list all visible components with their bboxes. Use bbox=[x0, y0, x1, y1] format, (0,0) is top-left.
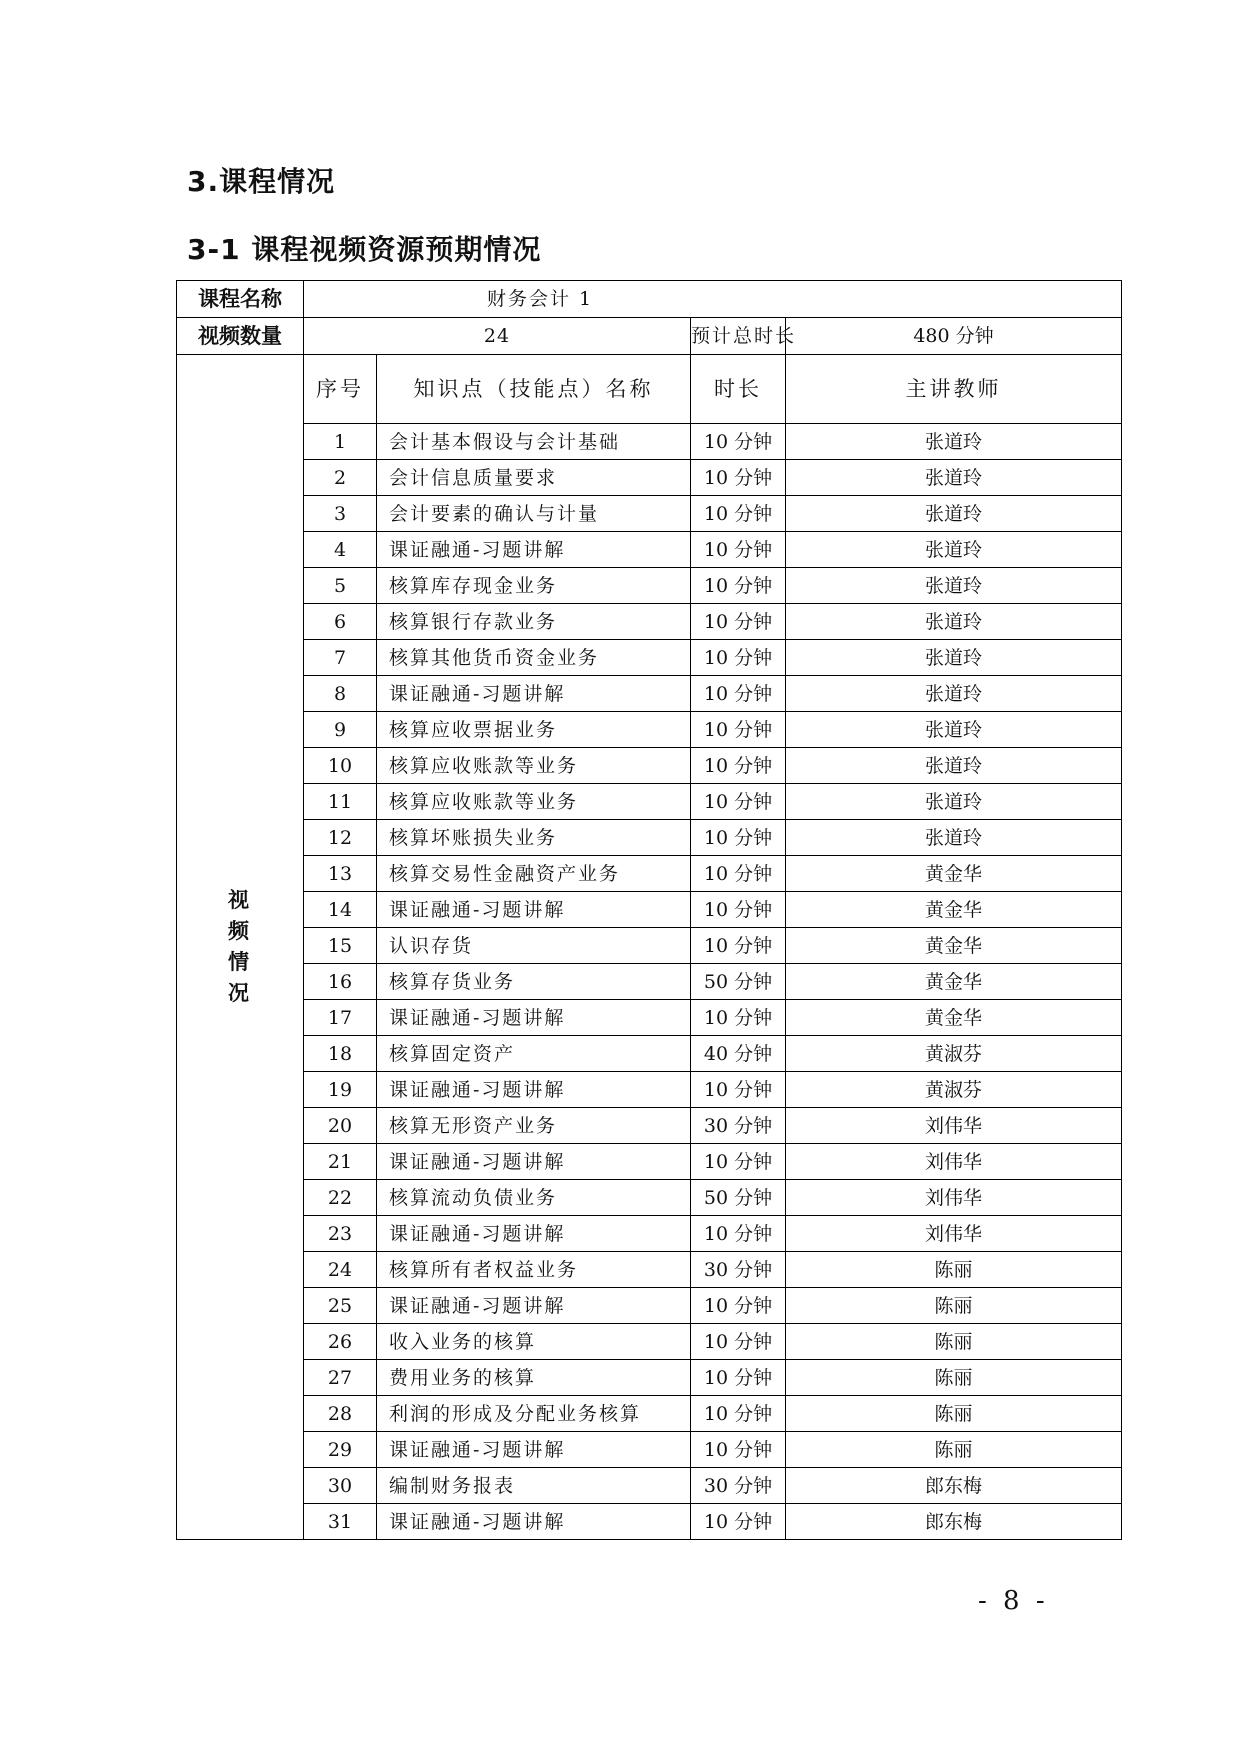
row-duration: 10 分钟 bbox=[691, 712, 786, 748]
row-teacher: 黄金华 bbox=[786, 964, 1122, 1000]
row-duration: 10 分钟 bbox=[691, 892, 786, 928]
video-count-label: 视频数量 bbox=[177, 318, 304, 355]
row-teacher: 张道玲 bbox=[786, 820, 1122, 856]
row-duration: 30 分钟 bbox=[691, 1108, 786, 1144]
row-duration: 40 分钟 bbox=[691, 1036, 786, 1072]
row-teacher: 张道玲 bbox=[786, 640, 1122, 676]
row-topic: 核算流动负债业务 bbox=[377, 1180, 691, 1216]
row-topic: 核算银行存款业务 bbox=[377, 604, 691, 640]
row-duration: 10 分钟 bbox=[691, 676, 786, 712]
row-duration: 10 分钟 bbox=[691, 460, 786, 496]
row-duration: 50 分钟 bbox=[691, 964, 786, 1000]
row-index: 29 bbox=[304, 1432, 377, 1468]
row-index: 3 bbox=[304, 496, 377, 532]
row-topic: 核算坏账损失业务 bbox=[377, 820, 691, 856]
table-row bbox=[177, 640, 1122, 676]
column-header-topic: 知识点（技能点）名称 bbox=[377, 355, 691, 424]
table-row bbox=[177, 604, 1122, 640]
video-section-label: 视频情况 bbox=[228, 888, 252, 1005]
row-index: 23 bbox=[304, 1216, 377, 1252]
row-duration: 10 分钟 bbox=[691, 1072, 786, 1108]
row-topic: 课证融通-习题讲解 bbox=[377, 1144, 691, 1180]
row-teacher: 张道玲 bbox=[786, 532, 1122, 568]
row-duration: 30 分钟 bbox=[691, 1252, 786, 1288]
course-name-row bbox=[177, 281, 1122, 318]
row-index: 15 bbox=[304, 928, 377, 964]
table-row bbox=[177, 1288, 1122, 1324]
table-row bbox=[177, 1000, 1122, 1036]
row-index: 6 bbox=[304, 604, 377, 640]
row-index: 19 bbox=[304, 1072, 377, 1108]
row-teacher: 刘伟华 bbox=[786, 1108, 1122, 1144]
total-duration-value: 480 分钟 bbox=[786, 318, 1122, 355]
total-duration-label: 预计总时长 bbox=[691, 318, 786, 355]
row-topic: 核算其他货币资金业务 bbox=[377, 640, 691, 676]
row-index: 5 bbox=[304, 568, 377, 604]
row-duration: 10 分钟 bbox=[691, 1360, 786, 1396]
table-row bbox=[177, 1036, 1122, 1072]
table-row bbox=[177, 964, 1122, 1000]
row-index: 22 bbox=[304, 1180, 377, 1216]
row-duration: 10 分钟 bbox=[691, 820, 786, 856]
row-index: 2 bbox=[304, 460, 377, 496]
row-topic: 核算存货业务 bbox=[377, 964, 691, 1000]
row-index: 28 bbox=[304, 1396, 377, 1432]
row-teacher: 张道玲 bbox=[786, 460, 1122, 496]
row-index: 4 bbox=[304, 532, 377, 568]
row-teacher: 张道玲 bbox=[786, 748, 1122, 784]
row-teacher: 陈丽 bbox=[786, 1288, 1122, 1324]
row-topic: 课证融通-习题讲解 bbox=[377, 532, 691, 568]
column-header-duration: 时长 bbox=[691, 355, 786, 424]
row-index: 26 bbox=[304, 1324, 377, 1360]
row-topic: 课证融通-习题讲解 bbox=[377, 1432, 691, 1468]
row-teacher: 陈丽 bbox=[786, 1324, 1122, 1360]
row-teacher: 刘伟华 bbox=[786, 1144, 1122, 1180]
row-topic: 核算所有者权益业务 bbox=[377, 1252, 691, 1288]
row-topic: 核算库存现金业务 bbox=[377, 568, 691, 604]
row-teacher: 黄金华 bbox=[786, 892, 1122, 928]
page-number: - 8 - bbox=[978, 1586, 1049, 1616]
row-topic: 课证融通-习题讲解 bbox=[377, 1216, 691, 1252]
row-index: 11 bbox=[304, 784, 377, 820]
row-index: 7 bbox=[304, 640, 377, 676]
row-index: 21 bbox=[304, 1144, 377, 1180]
row-teacher: 张道玲 bbox=[786, 496, 1122, 532]
row-teacher: 陈丽 bbox=[786, 1360, 1122, 1396]
row-topic: 会计信息质量要求 bbox=[377, 460, 691, 496]
table-row bbox=[177, 892, 1122, 928]
row-duration: 10 分钟 bbox=[691, 1144, 786, 1180]
row-index: 10 bbox=[304, 748, 377, 784]
row-topic: 核算固定资产 bbox=[377, 1036, 691, 1072]
row-topic: 收入业务的核算 bbox=[377, 1324, 691, 1360]
course-name-label: 课程名称 bbox=[177, 281, 304, 318]
row-topic: 会计基本假设与会计基础 bbox=[377, 424, 691, 460]
row-index: 30 bbox=[304, 1468, 377, 1504]
row-teacher: 张道玲 bbox=[786, 424, 1122, 460]
table-row bbox=[177, 532, 1122, 568]
row-duration: 10 分钟 bbox=[691, 1396, 786, 1432]
row-duration: 10 分钟 bbox=[691, 496, 786, 532]
row-teacher: 黄金华 bbox=[786, 928, 1122, 964]
row-duration: 10 分钟 bbox=[691, 568, 786, 604]
row-index: 12 bbox=[304, 820, 377, 856]
column-header-index: 序号 bbox=[304, 355, 377, 424]
row-teacher: 张道玲 bbox=[786, 604, 1122, 640]
row-index: 27 bbox=[304, 1360, 377, 1396]
row-duration: 10 分钟 bbox=[691, 532, 786, 568]
row-topic: 核算无形资产业务 bbox=[377, 1108, 691, 1144]
row-duration: 10 分钟 bbox=[691, 928, 786, 964]
table-row bbox=[177, 712, 1122, 748]
row-teacher: 张道玲 bbox=[786, 676, 1122, 712]
row-index: 9 bbox=[304, 712, 377, 748]
row-teacher: 郎东梅 bbox=[786, 1504, 1122, 1540]
row-index: 20 bbox=[304, 1108, 377, 1144]
row-index: 8 bbox=[304, 676, 377, 712]
row-topic: 课证融通-习题讲解 bbox=[377, 892, 691, 928]
row-topic: 课证融通-习题讲解 bbox=[377, 1288, 691, 1324]
row-teacher: 陈丽 bbox=[786, 1432, 1122, 1468]
row-topic: 核算应收账款等业务 bbox=[377, 748, 691, 784]
table-row bbox=[177, 496, 1122, 532]
table-row bbox=[177, 568, 1122, 604]
table-row bbox=[177, 1504, 1122, 1540]
subsection-heading: 3-1 课程视频资源预期情况 bbox=[187, 233, 542, 266]
row-teacher: 刘伟华 bbox=[786, 1216, 1122, 1252]
row-duration: 10 分钟 bbox=[691, 424, 786, 460]
row-topic: 利润的形成及分配业务核算 bbox=[377, 1396, 691, 1432]
video-count-value: 24 bbox=[304, 318, 691, 355]
row-index: 18 bbox=[304, 1036, 377, 1072]
table-row bbox=[177, 1324, 1122, 1360]
row-duration: 10 分钟 bbox=[691, 1504, 786, 1540]
row-teacher: 陈丽 bbox=[786, 1396, 1122, 1432]
column-header-row bbox=[177, 355, 1122, 424]
table-row bbox=[177, 1180, 1122, 1216]
row-topic: 课证融通-习题讲解 bbox=[377, 1000, 691, 1036]
row-duration: 10 分钟 bbox=[691, 1216, 786, 1252]
row-topic: 核算交易性金融资产业务 bbox=[377, 856, 691, 892]
row-index: 31 bbox=[304, 1504, 377, 1540]
row-duration: 10 分钟 bbox=[691, 748, 786, 784]
row-duration: 10 分钟 bbox=[691, 1432, 786, 1468]
table-row bbox=[177, 1468, 1122, 1504]
row-index: 24 bbox=[304, 1252, 377, 1288]
row-topic: 课证融通-习题讲解 bbox=[377, 676, 691, 712]
table-row bbox=[177, 1252, 1122, 1288]
row-duration: 10 分钟 bbox=[691, 1288, 786, 1324]
row-topic: 费用业务的核算 bbox=[377, 1360, 691, 1396]
row-index: 17 bbox=[304, 1000, 377, 1036]
row-topic: 核算应收账款等业务 bbox=[377, 784, 691, 820]
row-duration: 30 分钟 bbox=[691, 1468, 786, 1504]
table-row bbox=[177, 784, 1122, 820]
row-duration: 10 分钟 bbox=[691, 604, 786, 640]
table-row bbox=[177, 928, 1122, 964]
row-teacher: 陈丽 bbox=[786, 1252, 1122, 1288]
row-duration: 10 分钟 bbox=[691, 784, 786, 820]
row-duration: 50 分钟 bbox=[691, 1180, 786, 1216]
row-teacher: 黄淑芬 bbox=[786, 1072, 1122, 1108]
table-row bbox=[177, 748, 1122, 784]
row-index: 14 bbox=[304, 892, 377, 928]
row-index: 25 bbox=[304, 1288, 377, 1324]
table-row bbox=[177, 424, 1122, 460]
table-row bbox=[177, 1396, 1122, 1432]
row-duration: 10 分钟 bbox=[691, 1000, 786, 1036]
row-topic: 课证融通-习题讲解 bbox=[377, 1504, 691, 1540]
row-topic: 课证融通-习题讲解 bbox=[377, 1072, 691, 1108]
row-teacher: 黄金华 bbox=[786, 856, 1122, 892]
row-index: 16 bbox=[304, 964, 377, 1000]
section-heading: 3.课程情况 bbox=[187, 165, 336, 198]
table-row bbox=[177, 820, 1122, 856]
column-header-teacher: 主讲教师 bbox=[786, 355, 1122, 424]
row-index: 13 bbox=[304, 856, 377, 892]
course-name-value: 财务会计 1 bbox=[304, 281, 1122, 318]
course-video-table bbox=[176, 280, 1122, 1540]
row-topic: 会计要素的确认与计量 bbox=[377, 496, 691, 532]
table-row bbox=[177, 1144, 1122, 1180]
row-teacher: 张道玲 bbox=[786, 568, 1122, 604]
table-row bbox=[177, 856, 1122, 892]
row-duration: 10 分钟 bbox=[691, 856, 786, 892]
row-duration: 10 分钟 bbox=[691, 1324, 786, 1360]
table-row bbox=[177, 1216, 1122, 1252]
row-teacher: 黄金华 bbox=[786, 1000, 1122, 1036]
video-count-row bbox=[177, 318, 1122, 355]
table-row bbox=[177, 1432, 1122, 1468]
row-topic: 核算应收票据业务 bbox=[377, 712, 691, 748]
table-row bbox=[177, 1072, 1122, 1108]
table-row bbox=[177, 1360, 1122, 1396]
row-teacher: 张道玲 bbox=[786, 712, 1122, 748]
row-teacher: 黄淑芬 bbox=[786, 1036, 1122, 1072]
row-teacher: 张道玲 bbox=[786, 784, 1122, 820]
table-row bbox=[177, 1108, 1122, 1144]
row-teacher: 郎东梅 bbox=[786, 1468, 1122, 1504]
table-row bbox=[177, 676, 1122, 712]
row-duration: 10 分钟 bbox=[691, 640, 786, 676]
row-topic: 认识存货 bbox=[377, 928, 691, 964]
row-topic: 编制财务报表 bbox=[377, 1468, 691, 1504]
row-teacher: 刘伟华 bbox=[786, 1180, 1122, 1216]
video-section-label-cell bbox=[177, 355, 304, 1540]
row-index: 1 bbox=[304, 424, 377, 460]
table-row bbox=[177, 460, 1122, 496]
